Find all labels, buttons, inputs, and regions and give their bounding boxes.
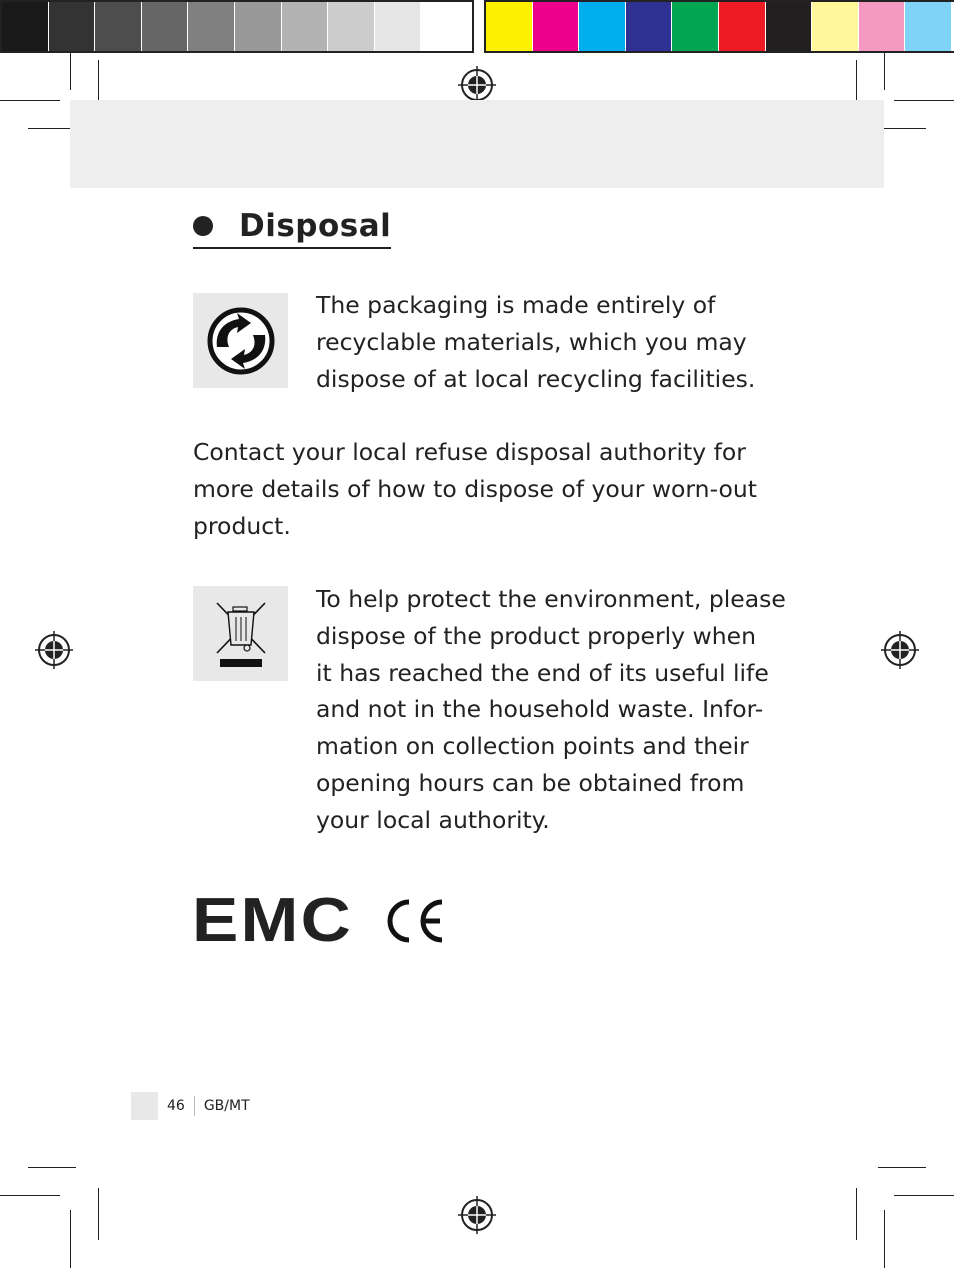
- emc-mark: EMC: [192, 886, 354, 955]
- color-swatch: [375, 2, 422, 51]
- paragraph-line: and not in the household waste. Infor-: [316, 695, 764, 724]
- paragraph-line: dispose of at local recycling facilities.: [316, 364, 756, 393]
- crop-mark: [894, 1195, 954, 1196]
- paragraph-line: product.: [193, 511, 291, 540]
- crop-mark: [856, 1188, 857, 1240]
- color-swatch: [188, 2, 235, 51]
- certification-marks: [192, 886, 446, 955]
- color-swatch: [626, 2, 673, 51]
- crop-mark: [884, 1210, 885, 1268]
- crop-mark: [28, 128, 76, 129]
- contact-paragraph: [193, 434, 757, 544]
- color-swatch: [49, 2, 96, 51]
- color-swatch: [579, 2, 626, 51]
- registration-mark-icon: [458, 66, 496, 104]
- paragraph-line: mation on collection points and their: [316, 732, 749, 761]
- crop-mark: [884, 52, 885, 90]
- crop-mark: [0, 100, 60, 101]
- packaging-paragraph: [316, 287, 755, 397]
- grayscale-calibration-strip: [0, 0, 474, 53]
- paragraph-line: To help protect the environment, please: [316, 585, 786, 613]
- recycling-icon-box: [193, 293, 288, 388]
- section-title: Disposal: [239, 208, 392, 244]
- color-swatch: [421, 2, 468, 51]
- crossed-out-wheelie-bin-icon: [213, 599, 269, 669]
- color-swatch: [235, 2, 282, 51]
- color-calibration-strip: [484, 0, 954, 53]
- crop-mark: [98, 1188, 99, 1240]
- bullet-icon: [193, 216, 213, 236]
- paragraph-line: The packaging is made entirely of: [316, 291, 716, 319]
- registration-mark-icon: [881, 631, 919, 669]
- color-swatch: [766, 2, 813, 51]
- color-swatch: [719, 2, 766, 51]
- ce-mark-icon: [382, 898, 446, 944]
- page-footer: [131, 1092, 250, 1120]
- registration-mark-icon: [458, 1196, 496, 1234]
- paragraph-line: recyclable materials, which you may: [316, 327, 747, 356]
- crop-mark: [0, 1195, 60, 1196]
- paragraph-line: opening hours can be obtained from: [316, 768, 745, 797]
- crop-mark: [878, 1167, 926, 1168]
- color-swatch: [328, 2, 375, 51]
- locale-label: GB/MT: [203, 1098, 250, 1114]
- color-swatch: [282, 2, 329, 51]
- color-swatch: [905, 2, 952, 51]
- color-swatch: [859, 2, 906, 51]
- color-swatch: [2, 2, 49, 51]
- paragraph-line: Contact your local refuse disposal authority for: [193, 438, 746, 466]
- color-swatch: [533, 2, 580, 51]
- registration-mark-icon: [35, 631, 73, 669]
- page-number: 46: [167, 1098, 185, 1114]
- color-swatch: [672, 2, 719, 51]
- green-dot-recycling-icon: [207, 307, 275, 375]
- environment-paragraph: [316, 581, 786, 839]
- color-swatch: [142, 2, 189, 51]
- crop-mark: [98, 60, 99, 105]
- crop-mark: [856, 60, 857, 105]
- footer-separator: [194, 1096, 195, 1116]
- crop-mark: [894, 100, 954, 101]
- paragraph-line: it has reached the end of its useful life: [316, 658, 769, 687]
- crop-mark: [70, 52, 71, 90]
- weee-icon-box: [193, 586, 288, 681]
- crop-mark: [28, 1167, 76, 1168]
- color-swatch: [812, 2, 859, 51]
- paragraph-line: your local authority.: [316, 805, 550, 834]
- section-heading: [193, 208, 391, 249]
- color-swatch: [95, 2, 142, 51]
- page-tab: [131, 1092, 158, 1120]
- paragraph-line: more details of how to dispose of your worn-out: [193, 474, 757, 503]
- header-band: [70, 100, 884, 188]
- color-swatch: [486, 2, 533, 51]
- crop-mark: [70, 1210, 71, 1268]
- crop-mark: [878, 128, 926, 129]
- paragraph-line: dispose of the product properly when: [316, 621, 757, 650]
